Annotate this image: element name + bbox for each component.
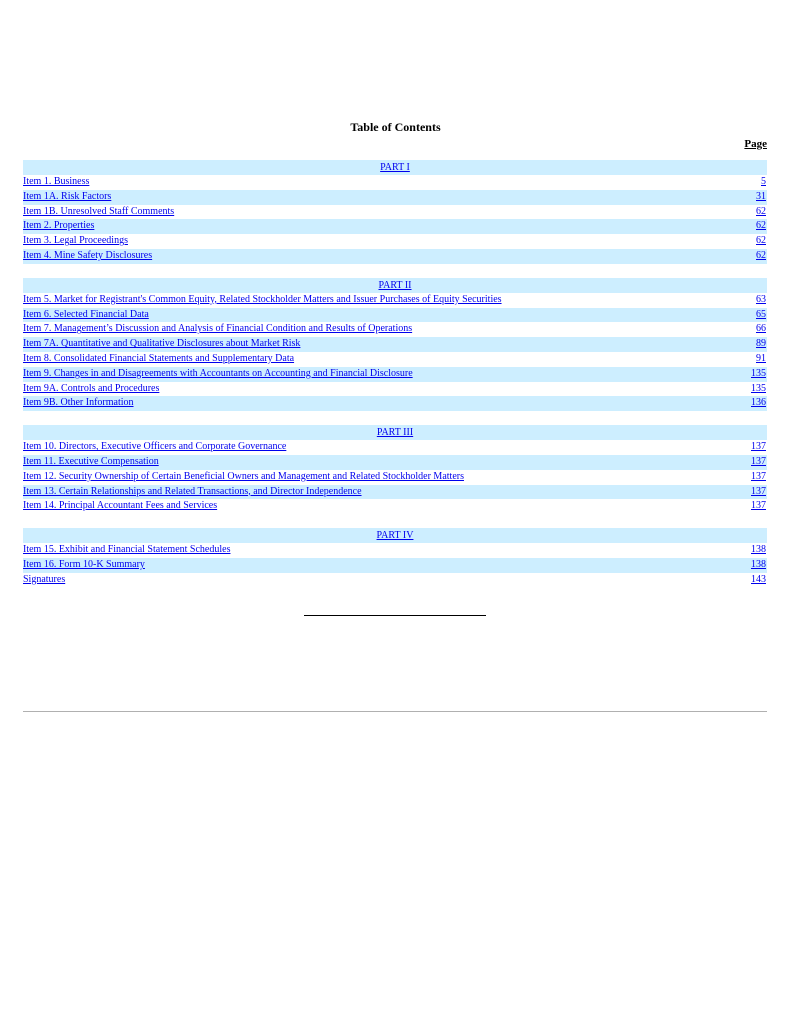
toc-item-link[interactable]: Item 6. Selected Financial Data — [23, 308, 149, 320]
toc-page-link[interactable]: 137 — [751, 470, 766, 482]
toc-page-link[interactable]: 89 — [756, 338, 766, 350]
toc-item-link[interactable]: Item 7. Management’s Discussion and Analysis of Financial Condition and Results of Operations — [23, 323, 413, 335]
toc-row — [23, 396, 767, 411]
part-spacer — [23, 514, 767, 528]
toc-page-link[interactable]: 62 — [756, 249, 766, 261]
toc-page-link[interactable]: 135 — [751, 367, 766, 379]
toc-item-link[interactable]: Item 8. Consolidated Financial Statements and Supplementary Data — [23, 352, 295, 364]
toc-item-link[interactable]: Item 1B. Unresolved Staff Comments — [23, 205, 175, 217]
toc-page-link[interactable]: 63 — [756, 293, 766, 305]
part-spacer — [23, 264, 767, 278]
part-heading-row — [23, 160, 767, 175]
toc-row — [23, 499, 767, 514]
toc-item-link[interactable]: Item 2. Properties — [23, 220, 95, 232]
toc-page-link[interactable]: 91 — [756, 352, 766, 364]
toc-item-link[interactable]: Item 14. Principal Accountant Fees and Services — [23, 500, 218, 512]
toc-title: Table of Contents — [350, 120, 441, 134]
toc-item-link[interactable]: Item 1. Business — [23, 176, 90, 187]
toc-row — [23, 573, 767, 588]
toc-item-link[interactable]: Signatures — [23, 573, 66, 585]
toc-row — [23, 352, 767, 367]
toc-page-link[interactable]: 135 — [751, 382, 766, 394]
part-heading-row — [23, 278, 767, 293]
toc-item-link[interactable]: Item 12. Security Ownership of Certain Beneficial Owners and Management and Related Stockholder Matters — [23, 470, 464, 482]
toc-row — [23, 485, 767, 500]
toc-page-link[interactable]: 137 — [751, 455, 766, 467]
part-heading-link[interactable]: PART II — [378, 279, 412, 291]
toc-item-link[interactable]: Item 1A. Risk Factors — [23, 190, 112, 202]
part-heading-row — [23, 528, 767, 543]
part-heading-row — [23, 425, 767, 440]
toc-row — [23, 219, 767, 234]
part-heading-link[interactable]: PART III — [376, 427, 414, 439]
toc-row — [23, 205, 767, 220]
toc-item-link[interactable]: Item 4. Mine Safety Disclosures — [23, 249, 153, 261]
toc-page-link[interactable]: 31 — [756, 190, 766, 202]
toc-row — [23, 322, 767, 337]
toc-page-link[interactable]: 65 — [756, 308, 766, 320]
toc-page-link[interactable]: 137 — [751, 500, 766, 512]
toc-row — [23, 190, 767, 205]
toc-page-link[interactable]: 137 — [751, 485, 766, 497]
toc-item-link[interactable]: Item 11. Executive Compensation — [23, 455, 159, 467]
toc-row — [23, 234, 767, 249]
toc-item-link[interactable]: Item 9A. Controls and Procedures — [23, 382, 160, 394]
toc-item-link[interactable]: Item 16. Form 10-K Summary — [23, 558, 145, 570]
toc-page-link[interactable]: 136 — [751, 397, 766, 409]
toc-row — [23, 440, 767, 455]
toc-item-link[interactable]: Item 3. Legal Proceedings — [23, 235, 128, 247]
toc-page-link[interactable]: 138 — [751, 544, 766, 556]
page-break-rule — [23, 711, 767, 712]
toc-row — [23, 455, 767, 470]
part-heading-link[interactable]: PART I — [380, 162, 410, 173]
toc-item-link[interactable]: Item 9. Changes in and Disagreements with Accountants on Accounting and Financial Disclosure — [23, 367, 413, 379]
toc-item-link[interactable]: Item 15. Exhibit and Financial Statement Schedules — [23, 544, 231, 556]
toc-page-link[interactable]: 138 — [751, 558, 766, 570]
toc-item-link[interactable]: Item 7A. Quantitative and Qualitative Disclosures about Market Risk — [23, 338, 301, 350]
toc-row — [23, 249, 767, 264]
page-column-header: Page — [744, 138, 767, 150]
toc-row — [23, 293, 767, 308]
toc-item-link[interactable]: Item 9B. Other Information — [23, 397, 134, 409]
toc-row — [23, 382, 767, 397]
toc-item-link[interactable]: Item 13. Certain Relationships and Related Transactions, and Director Independence — [23, 485, 362, 497]
toc-page-link[interactable]: 62 — [756, 235, 766, 247]
toc-page-link[interactable]: 5 — [761, 176, 766, 187]
toc-row — [23, 308, 767, 323]
toc-row — [23, 337, 767, 352]
toc-row — [23, 470, 767, 485]
toc-item-link[interactable]: Item 10. Directors, Executive Officers and Corporate Governance — [23, 441, 287, 453]
part-spacer — [23, 411, 767, 425]
toc-page-link[interactable]: 137 — [751, 441, 766, 453]
toc-page-link[interactable]: 62 — [756, 205, 766, 217]
toc-item-link[interactable]: Item 5. Market for Registrant's Common Equity, Related Stockholder Matters and Issuer Purchases of Equity Securities — [23, 293, 502, 305]
toc-row — [23, 367, 767, 382]
toc-page-link[interactable]: 143 — [751, 573, 766, 585]
footer-divider — [304, 615, 486, 616]
table-of-contents — [23, 160, 767, 588]
toc-page-link[interactable]: 66 — [756, 323, 766, 335]
toc-row — [23, 558, 767, 573]
toc-row — [23, 543, 767, 558]
part-heading-link[interactable]: PART IV — [376, 530, 414, 542]
toc-row — [23, 175, 767, 190]
toc-page-link[interactable]: 62 — [756, 220, 766, 232]
